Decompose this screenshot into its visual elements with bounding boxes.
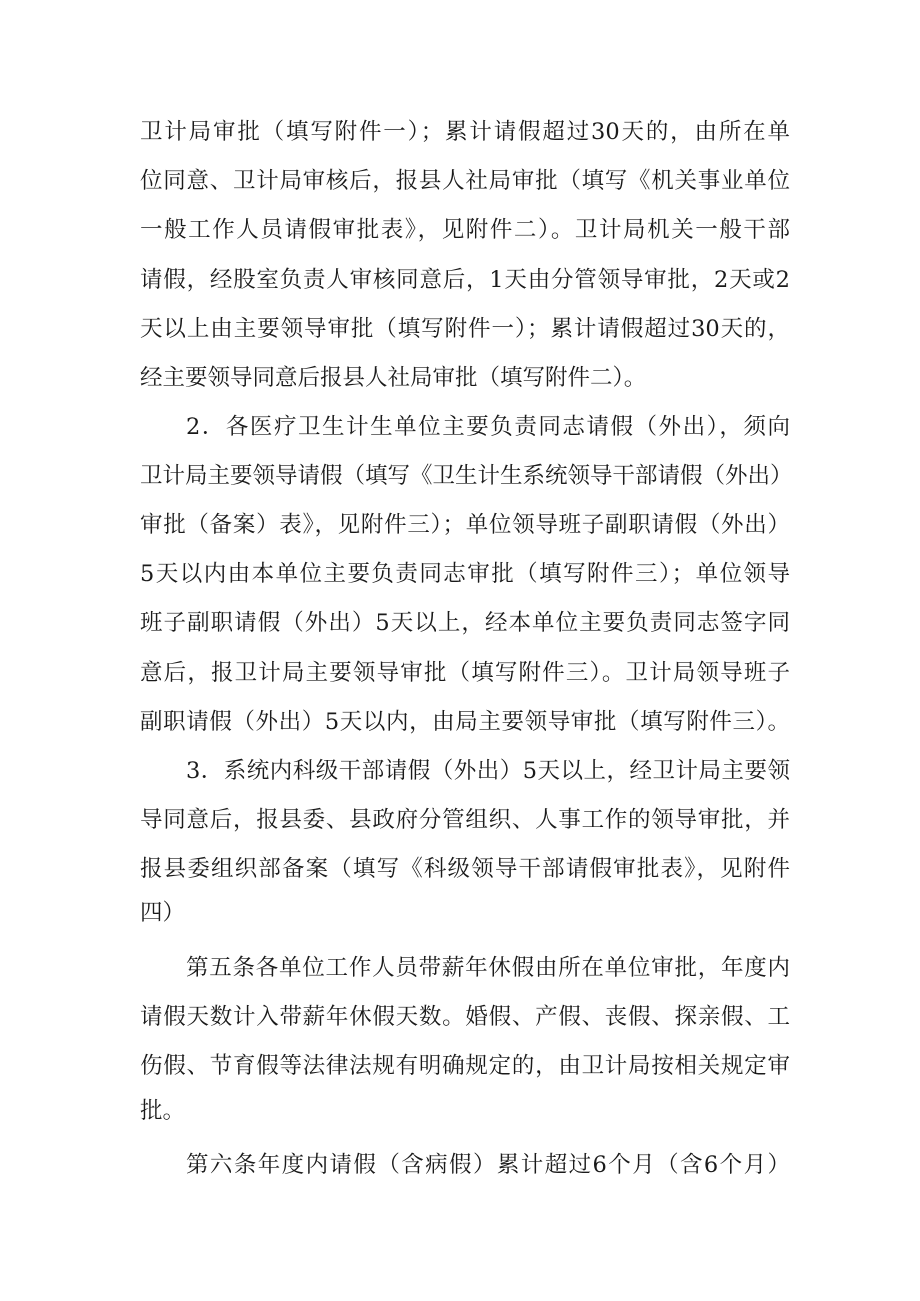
text-line: 意后，报卫计局主要领导审批（填写附件三）。卫计局领导班子 bbox=[140, 660, 790, 686]
text-line: 请假天数计入带薪年休假天数。婚假、产假、丧假、探亲假、工 bbox=[140, 1004, 790, 1030]
text-line: 第五条各单位工作人员带薪年休假由所在单位审批，年度内 bbox=[186, 955, 790, 981]
text-line: 卫计局主要领导请假（填写《卫生计生系统领导干部请假（外出） bbox=[140, 463, 793, 489]
text-line: 伤假、节育假等法律法规有明确规定的，由卫计局按相关规定审 bbox=[140, 1053, 790, 1079]
text-line: 5天以内由本单位主要负责同志审批（填写附件三）；单位领导 bbox=[140, 561, 790, 587]
text-line: 批。 bbox=[140, 1098, 186, 1124]
text-line: 班子副职请假（外出）5天以上，经本单位主要负责同志签字同 bbox=[140, 610, 790, 636]
text-line: 3．系统内科级干部请假（外出）5天以上，经卫计局主要领 bbox=[186, 758, 790, 784]
text-line: 天以上由主要领导审批（填写附件一）；累计请假超过30天的， bbox=[140, 316, 790, 342]
text-line: 位同意、卫计局审核后，报县人社局审批（填写《机关事业单位 bbox=[140, 168, 790, 194]
text-line: 第六条年度内请假（含病假）累计超过6个月（含6个月） bbox=[186, 1152, 790, 1178]
text-line: 报县委组织部备案（填写《科级领导干部请假审批表》，见附件 bbox=[140, 856, 790, 882]
text-line: 四） bbox=[140, 900, 186, 926]
text-line: 经主要领导同意后报县人社局审批（填写附件二）。 bbox=[140, 365, 647, 391]
text-line: 导同意后，报县委、县政府分管组织、人事工作的领导审批，并 bbox=[140, 807, 790, 833]
text-line: 2．各医疗卫生计生单位主要负责同志请假（外出），须向 bbox=[186, 414, 790, 440]
text-line: 一般工作人员请假审批表》，见附件二）。卫计局机关一般干部 bbox=[140, 217, 790, 243]
text-line: 请假，经股室负责人审核同意后，1天由分管领导审批，2天或2 bbox=[140, 267, 790, 293]
text-line: 审批（备案）表》，见附件三）；单位领导班子副职请假（外出） bbox=[140, 512, 790, 538]
text-line: 副职请假（外出）5天以内，由局主要领导审批（填写附件三）。 bbox=[140, 709, 790, 735]
text-line: 卫计局审批（填写附件一）；累计请假超过30天的，由所在单 bbox=[140, 119, 790, 145]
